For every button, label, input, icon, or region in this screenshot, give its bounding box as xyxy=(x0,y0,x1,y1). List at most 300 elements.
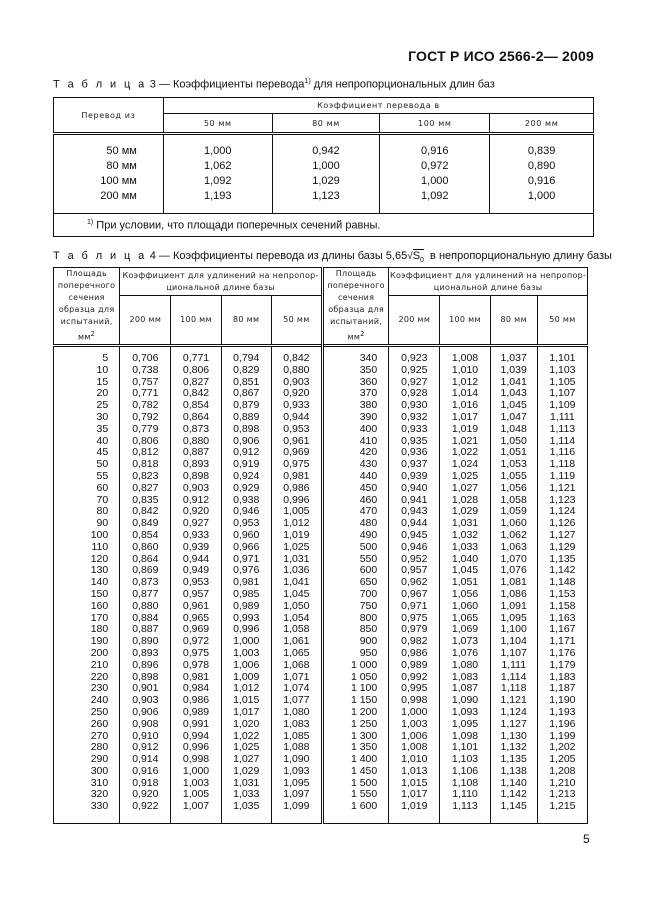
table4-cell-coefficient: 1,099 xyxy=(271,801,322,823)
table4-cell-coefficient: 0,782 xyxy=(120,400,171,412)
table4-cell-area: 950 xyxy=(322,648,388,660)
table4-cell-coefficient: 1,045 xyxy=(440,565,490,577)
table4-cell-coefficient: 0,998 xyxy=(389,695,440,707)
table4-cell-coefficient: 1,017 xyxy=(221,707,271,719)
table4-cell-coefficient: 1,090 xyxy=(440,695,490,707)
table4-cell-coefficient: 0,922 xyxy=(120,801,171,823)
table4-cell-area: 320 xyxy=(54,789,120,801)
table4-cell-coefficient: 1,003 xyxy=(221,648,271,660)
table4-cell-coefficient: 0,969 xyxy=(171,624,221,636)
table4-cell-coefficient: 1,171 xyxy=(537,636,587,648)
table4-cell-coefficient: 0,933 xyxy=(389,424,440,436)
table4-cell-coefficient: 1,058 xyxy=(271,624,322,636)
table4-cell-coefficient: 0,812 xyxy=(120,447,171,459)
table4-cell-coefficient: 1,070 xyxy=(490,554,537,566)
table4-cell-coefficient: 1,097 xyxy=(271,789,322,801)
table4-cell-coefficient: 0,914 xyxy=(120,754,171,766)
table4-cell-coefficient: 1,100 xyxy=(490,624,537,636)
table4-row xyxy=(54,766,588,778)
table4-cell-coefficient: 1,047 xyxy=(490,412,537,424)
table4-cell-coefficient: 1,098 xyxy=(440,731,490,743)
table4-cell-area: 200 xyxy=(54,648,120,660)
table4-cell-coefficient: 0,952 xyxy=(389,554,440,566)
table4-cell-area: 80 xyxy=(54,506,120,518)
table4-row xyxy=(54,542,588,554)
table4-cell-coefficient: 1,071 xyxy=(271,672,322,684)
table4-cell-coefficient: 0,994 xyxy=(171,731,221,743)
table4-cell-coefficient: 1,101 xyxy=(440,742,490,754)
table4-cell-area: 60 xyxy=(54,483,120,495)
table3-cell-value: 1,029 xyxy=(272,173,380,188)
table4-cell-area: 10 xyxy=(54,365,120,377)
table4-cell-coefficient: 0,971 xyxy=(389,601,440,613)
table4-cell-area: 480 xyxy=(322,518,388,530)
table4-cell-coefficient: 0,962 xyxy=(389,577,440,589)
table4-cell-coefficient: 0,792 xyxy=(120,412,171,424)
table3-caption-prefix: Т а б л и ц а xyxy=(53,78,147,91)
table4-cell-area: 70 xyxy=(54,495,120,507)
table3-caption-num: 3 — Коэффициенты перевода xyxy=(149,78,305,91)
table4-row xyxy=(54,424,588,436)
table4-cell-coefficient: 1,135 xyxy=(537,554,587,566)
table4-cell-coefficient: 1,040 xyxy=(440,554,490,566)
table4-cell-coefficient: 1,167 xyxy=(537,624,587,636)
table4-cell-coefficient: 1,006 xyxy=(221,660,271,672)
table4-cell-coefficient: 0,978 xyxy=(171,660,221,672)
table4-cell-coefficient: 1,048 xyxy=(490,424,537,436)
table4-row xyxy=(54,707,588,719)
table4-cell-coefficient: 1,118 xyxy=(490,683,537,695)
table4-cell-coefficient: 0,932 xyxy=(389,412,440,424)
table4-cell-coefficient: 1,031 xyxy=(221,778,271,790)
table4-cell-coefficient: 1,110 xyxy=(440,789,490,801)
table4-cell-coefficient: 0,880 xyxy=(271,365,322,377)
table4-cell-coefficient: 0,757 xyxy=(120,377,171,389)
table4-cell-coefficient: 0,995 xyxy=(389,683,440,695)
table4-cell-area: 1 500 xyxy=(322,778,388,790)
table4-cell-coefficient: 1,119 xyxy=(537,471,587,483)
radicand-s: S xyxy=(412,250,421,262)
table4-cell-coefficient: 0,889 xyxy=(221,412,271,424)
table4-cell-area: 20 xyxy=(54,388,120,400)
table4-cell-coefficient: 0,912 xyxy=(171,495,221,507)
table4-cell-coefficient: 1,210 xyxy=(537,778,587,790)
table4-cell-area: 470 xyxy=(322,506,388,518)
table4-cell-area: 850 xyxy=(322,624,388,636)
table4-cell-area: 290 xyxy=(54,754,120,766)
table3-header-group: Коэффициент перевода в xyxy=(163,98,593,114)
table4-cell-area: 150 xyxy=(54,589,120,601)
table4-cell-coefficient: 0,912 xyxy=(120,742,171,754)
table4-cell-coefficient: 0,903 xyxy=(271,377,322,389)
table4-cell-coefficient: 1,025 xyxy=(271,542,322,554)
table4-cell-area: 230 xyxy=(54,683,120,695)
table4-cell-coefficient: 0,933 xyxy=(171,530,221,542)
table4-cell-area: 430 xyxy=(322,459,388,471)
table4-cell-area: 1 600 xyxy=(322,801,388,823)
table4-cell-area: 420 xyxy=(322,447,388,459)
table4-header-col: 100 мм xyxy=(171,296,221,346)
table4-cell-area: 1 550 xyxy=(322,789,388,801)
table4-row xyxy=(54,589,588,601)
table4-cell-coefficient: 1,012 xyxy=(440,377,490,389)
table4-cell-area: 280 xyxy=(54,742,120,754)
table4-cell-coefficient: 1,088 xyxy=(271,742,322,754)
table4-cell-coefficient: 1,085 xyxy=(271,731,322,743)
table4-cell-coefficient: 0,975 xyxy=(271,459,322,471)
table4-cell-coefficient: 0,706 xyxy=(120,347,171,365)
table4-cell-coefficient: 1,135 xyxy=(490,754,537,766)
table4-cell-coefficient: 1,083 xyxy=(271,719,322,731)
table4-cell-coefficient: 1,104 xyxy=(490,636,537,648)
table4-cell-coefficient: 1,022 xyxy=(221,731,271,743)
table4-cell-coefficient: 1,087 xyxy=(440,683,490,695)
table3-header-col: 50 мм xyxy=(163,114,272,134)
table4-cell-area: 40 xyxy=(54,436,120,448)
table4-cell-coefficient: 0,989 xyxy=(389,660,440,672)
table4-cell-coefficient: 0,823 xyxy=(120,471,171,483)
table4-cell-coefficient: 1,033 xyxy=(440,542,490,554)
table4-cell-coefficient: 1,028 xyxy=(440,495,490,507)
table4-row xyxy=(54,471,588,483)
table4-cell-coefficient: 1,060 xyxy=(440,601,490,613)
table4-cell-coefficient: 0,827 xyxy=(120,483,171,495)
table4-cell-coefficient: 1,032 xyxy=(440,530,490,542)
table4-cell-coefficient: 0,835 xyxy=(120,495,171,507)
table3-cell-value: 1,092 xyxy=(163,173,272,188)
table4-cell-coefficient: 0,985 xyxy=(221,589,271,601)
table4-cell-area: 25 xyxy=(54,400,120,412)
table4-caption-rest: в непропорциональную длину базы xyxy=(423,250,612,262)
table4-cell-coefficient: 0,898 xyxy=(171,471,221,483)
table3-header-from: Перевод из xyxy=(54,98,164,134)
table4-cell-coefficient: 1,124 xyxy=(537,506,587,518)
table4-cell-coefficient: 0,896 xyxy=(120,660,171,672)
table4-cell-coefficient: 0,938 xyxy=(221,495,271,507)
document-id-header: ГОСТ Р ИСО 2566-2— 2009 xyxy=(408,48,594,64)
table4-cell-coefficient: 0,993 xyxy=(221,613,271,625)
table4-caption-prefix: Т а б л и ц а xyxy=(53,250,147,262)
table4-cell-coefficient: 0,982 xyxy=(389,636,440,648)
table4-cell-coefficient: 1,008 xyxy=(389,742,440,754)
table4-cell-coefficient: 1,014 xyxy=(440,388,490,400)
table4-cell-area: 1 400 xyxy=(322,754,388,766)
table4-cell-area: 55 xyxy=(54,471,120,483)
table4-cell-coefficient: 0,941 xyxy=(389,495,440,507)
table4-cell-coefficient: 0,991 xyxy=(171,719,221,731)
table4-cell-area: 300 xyxy=(54,766,120,778)
table4-cell-coefficient: 1,103 xyxy=(537,365,587,377)
table4-cell-area: 440 xyxy=(322,471,388,483)
table4-cell-coefficient: 1,199 xyxy=(537,731,587,743)
table4-cell-coefficient: 0,953 xyxy=(171,577,221,589)
table4-cell-coefficient: 1,101 xyxy=(537,347,587,365)
table4-cell-coefficient: 0,890 xyxy=(120,636,171,648)
table3-cell-from: 50 мм xyxy=(54,135,164,158)
table4-cell-coefficient: 1,019 xyxy=(440,424,490,436)
sqrt-radicand xyxy=(412,249,424,265)
table4-cell-coefficient: 1,022 xyxy=(440,447,490,459)
table4-cell-coefficient: 0,939 xyxy=(389,471,440,483)
table4-cell-coefficient: 1,127 xyxy=(490,719,537,731)
table4-cell-coefficient: 0,794 xyxy=(221,347,271,365)
table4-cell-area: 330 xyxy=(54,801,120,823)
table4-cell-area: 390 xyxy=(322,412,388,424)
table3-cell-value: 0,916 xyxy=(380,135,490,158)
table4-cell-coefficient: 0,925 xyxy=(389,365,440,377)
table4-cell-area: 900 xyxy=(322,636,388,648)
table4-cell-coefficient: 0,957 xyxy=(171,589,221,601)
table4-cell-coefficient: 1,126 xyxy=(537,518,587,530)
table4-cell-coefficient: 0,806 xyxy=(171,365,221,377)
table3-header-col: 200 мм xyxy=(490,114,594,134)
table4-cell-area: 340 xyxy=(322,347,388,365)
table4-cell-coefficient: 1,015 xyxy=(221,695,271,707)
table4-cell-coefficient: 0,971 xyxy=(221,554,271,566)
table4-cell-coefficient: 1,142 xyxy=(490,789,537,801)
table4-cell-coefficient: 1,019 xyxy=(271,530,322,542)
table4-header-area-left xyxy=(54,268,120,346)
table3-cell-value: 1,193 xyxy=(163,188,272,214)
table4-cell-coefficient: 0,901 xyxy=(120,683,171,695)
table4-cell-coefficient: 1,109 xyxy=(537,400,587,412)
table4-cell-coefficient: 1,140 xyxy=(490,778,537,790)
table4-cell-coefficient: 0,920 xyxy=(271,388,322,400)
table4-cell-coefficient: 1,113 xyxy=(537,424,587,436)
table4-cell-area: 160 xyxy=(54,601,120,613)
table4-cell-coefficient: 1,187 xyxy=(537,683,587,695)
table4-cell-area: 180 xyxy=(54,624,120,636)
table4-cell-coefficient: 0,961 xyxy=(271,436,322,448)
header-area-sup: 2 xyxy=(90,330,96,339)
table4-cell-coefficient: 1,076 xyxy=(490,565,537,577)
table4-cell-coefficient: 1,025 xyxy=(440,471,490,483)
table4-cell-coefficient: 1,068 xyxy=(271,660,322,672)
table4-cell-coefficient: 1,065 xyxy=(440,613,490,625)
table4-cell-coefficient: 1,095 xyxy=(440,719,490,731)
table4-cell-coefficient: 1,000 xyxy=(389,707,440,719)
table4-cell-coefficient: 1,065 xyxy=(271,648,322,660)
table4-cell-coefficient: 0,928 xyxy=(389,388,440,400)
table4-cell-coefficient: 0,960 xyxy=(221,530,271,542)
table4-cell-coefficient: 0,966 xyxy=(221,542,271,554)
table4-cell-coefficient: 1,037 xyxy=(490,347,537,365)
table4-cell-coefficient: 0,961 xyxy=(171,601,221,613)
table4-cell-area: 410 xyxy=(322,436,388,448)
table4-cell-area: 250 xyxy=(54,707,120,719)
table4-cell-coefficient: 0,946 xyxy=(389,542,440,554)
table4-cell-coefficient: 0,771 xyxy=(120,388,171,400)
table4-row xyxy=(54,801,588,823)
table3-cell-value: 1,000 xyxy=(163,135,272,158)
table3-cell-value: 0,839 xyxy=(490,135,594,158)
table4-cell-coefficient: 0,879 xyxy=(221,400,271,412)
table4-cell-area: 750 xyxy=(322,601,388,613)
table4-cell-coefficient: 0,880 xyxy=(120,601,171,613)
table4-cell-coefficient: 0,930 xyxy=(389,400,440,412)
table4-cell-coefficient: 0,827 xyxy=(171,377,221,389)
table4-cell-area: 120 xyxy=(54,554,120,566)
table4-cell-area: 15 xyxy=(54,377,120,389)
table4-cell-coefficient: 1,005 xyxy=(271,506,322,518)
table4-cell-area: 490 xyxy=(322,530,388,542)
table4-cell-area: 460 xyxy=(322,495,388,507)
table4-cell-area: 50 xyxy=(54,459,120,471)
table4-cell-coefficient: 0,996 xyxy=(271,495,322,507)
table4-cell-coefficient: 1,007 xyxy=(171,801,221,823)
table4-cell-area: 240 xyxy=(54,695,120,707)
table4-cell-coefficient: 0,923 xyxy=(389,347,440,365)
table4-cell-coefficient: 0,937 xyxy=(389,459,440,471)
table4-cell-coefficient: 1,113 xyxy=(440,801,490,823)
table3-cell-value: 0,972 xyxy=(380,158,490,173)
table4-cell-area: 90 xyxy=(54,518,120,530)
table4-row xyxy=(54,660,588,672)
table4-cell-coefficient: 1,033 xyxy=(221,789,271,801)
table4-cell-coefficient: 1,050 xyxy=(271,601,322,613)
table4-cell-coefficient: 1,148 xyxy=(537,577,587,589)
table4-cell-coefficient: 1,142 xyxy=(537,565,587,577)
sqrt-symbol: √ xyxy=(407,251,413,262)
table4-cell-coefficient: 0,953 xyxy=(221,518,271,530)
table4-cell-coefficient: 1,024 xyxy=(440,459,490,471)
table4-cell-coefficient: 1,006 xyxy=(389,731,440,743)
table4-cell-coefficient: 0,854 xyxy=(171,400,221,412)
table4-cell-area: 1 200 xyxy=(322,707,388,719)
table3-cell-value: 1,123 xyxy=(272,188,380,214)
table4-cell-coefficient: 1,008 xyxy=(440,347,490,365)
table4-cell-coefficient: 0,864 xyxy=(120,554,171,566)
table4-cell-coefficient: 0,984 xyxy=(171,683,221,695)
table4-caption xyxy=(53,250,612,264)
table4-cell-coefficient: 1,003 xyxy=(171,778,221,790)
table4-cell-coefficient: 0,967 xyxy=(389,589,440,601)
table3-row xyxy=(54,135,594,158)
table4-cell-area: 110 xyxy=(54,542,120,554)
table4-cell-area: 370 xyxy=(322,388,388,400)
table4-cell-coefficient: 1,009 xyxy=(221,672,271,684)
table4-cell-area: 1 300 xyxy=(322,731,388,743)
table4-cell-coefficient: 0,981 xyxy=(221,577,271,589)
table4-cell-coefficient: 1,027 xyxy=(221,754,271,766)
table4-row xyxy=(54,601,588,613)
table4-cell-coefficient: 1,179 xyxy=(537,660,587,672)
table4-cell-coefficient: 1,053 xyxy=(490,459,537,471)
table4-cell-coefficient: 1,055 xyxy=(490,471,537,483)
table4-cell-coefficient: 0,927 xyxy=(171,518,221,530)
table4-cell-coefficient: 0,953 xyxy=(271,424,322,436)
table4-cell-area: 400 xyxy=(322,424,388,436)
table4-cell-coefficient: 1,116 xyxy=(537,447,587,459)
radicand-sub: 0 xyxy=(420,257,424,265)
table4-cell-coefficient: 1,205 xyxy=(537,754,587,766)
table4-cell-area: 170 xyxy=(54,613,120,625)
table4-cell-coefficient: 1,163 xyxy=(537,613,587,625)
table4-cell-coefficient: 1,050 xyxy=(490,436,537,448)
table4-cell-coefficient: 0,887 xyxy=(171,447,221,459)
table4-cell-coefficient: 1,158 xyxy=(537,601,587,613)
table4-cell-area: 800 xyxy=(322,613,388,625)
table4-cell-coefficient: 0,898 xyxy=(221,424,271,436)
table4-cell-area: 700 xyxy=(322,589,388,601)
table4-cell-coefficient: 1,035 xyxy=(221,801,271,823)
table3-caption-footnote-ref: 1) xyxy=(304,78,311,85)
table3-caption-rest: для непропорциональных длин баз xyxy=(310,78,495,91)
header-area-text: Площадь поперечного сечения образца для испытаний, мм xyxy=(57,269,116,342)
header-area-text: Площадь поперечного сечения образца для испытаний, мм xyxy=(327,269,385,342)
table4-cell-coefficient: 1,107 xyxy=(490,648,537,660)
table4-cell-coefficient: 1,090 xyxy=(271,754,322,766)
table4-cell-area: 130 xyxy=(54,565,120,577)
table4-cell-coefficient: 0,976 xyxy=(221,565,271,577)
table3-cell-from: 200 мм xyxy=(54,188,164,214)
table4-caption-num: 4 — Коэффициенты перевода из длины базы 5,65 xyxy=(149,250,408,262)
table4-cell-coefficient: 0,829 xyxy=(221,365,271,377)
table4-cell-coefficient: 1,081 xyxy=(490,577,537,589)
table4-cell-coefficient: 0,989 xyxy=(171,707,221,719)
table4-header-col: 100 мм xyxy=(440,296,490,346)
table4-cell-coefficient: 1,000 xyxy=(221,636,271,648)
table4-cell-area: 140 xyxy=(54,577,120,589)
table3-cell-value: 1,000 xyxy=(490,188,594,214)
table4-cell-coefficient: 1,129 xyxy=(537,542,587,554)
table4-cell-coefficient: 1,183 xyxy=(537,672,587,684)
table4-cell-coefficient: 0,981 xyxy=(271,471,322,483)
table3-caption xyxy=(53,78,495,91)
table4-cell-coefficient: 0,989 xyxy=(221,601,271,613)
table4-cell-coefficient: 1,051 xyxy=(440,577,490,589)
table4-cell-coefficient: 1,213 xyxy=(537,789,587,801)
table4-cell-coefficient: 1,019 xyxy=(389,801,440,823)
table4-cell-coefficient: 0,933 xyxy=(271,400,322,412)
table4-cell-area: 450 xyxy=(322,483,388,495)
table4-row xyxy=(54,365,588,377)
table4-cell-coefficient: 1,208 xyxy=(537,766,587,778)
table4-cell-coefficient: 1,196 xyxy=(537,719,587,731)
table4-cell-coefficient: 0,873 xyxy=(171,424,221,436)
table4-cell-coefficient: 1,021 xyxy=(440,436,490,448)
table4-cell-coefficient: 0,986 xyxy=(171,695,221,707)
table4-cell-coefficient: 1,095 xyxy=(271,778,322,790)
table4-cell-coefficient: 1,080 xyxy=(440,660,490,672)
table4-cell-coefficient: 0,880 xyxy=(171,436,221,448)
table4-cell-area: 1 150 xyxy=(322,695,388,707)
table4-cell-coefficient: 0,903 xyxy=(171,483,221,495)
footnote-text: При условии, что площади поперечных сечений равны. xyxy=(93,219,381,232)
table4-cell-coefficient: 0,887 xyxy=(120,624,171,636)
table4-cell-coefficient: 1,106 xyxy=(440,766,490,778)
table4-cell-area: 30 xyxy=(54,412,120,424)
table3-header-col: 100 мм xyxy=(380,114,490,134)
table4-cell-coefficient: 1,041 xyxy=(490,377,537,389)
table4-cell-coefficient: 0,996 xyxy=(171,742,221,754)
table4-cell-coefficient: 1,132 xyxy=(490,742,537,754)
table3-cell-value: 1,092 xyxy=(380,188,490,214)
table4-cell-coefficient: 0,873 xyxy=(120,577,171,589)
table4-cell-coefficient: 1,107 xyxy=(537,388,587,400)
table4-cell-coefficient: 0,906 xyxy=(221,436,271,448)
table4-cell-coefficient: 0,869 xyxy=(120,565,171,577)
table4-cell-coefficient: 0,992 xyxy=(389,672,440,684)
table4-cell-area: 1 000 xyxy=(322,660,388,672)
table4-cell-coefficient: 0,920 xyxy=(120,789,171,801)
table4-cell-area: 360 xyxy=(322,377,388,389)
table4-cell-coefficient: 0,818 xyxy=(120,459,171,471)
table4-cell-coefficient: 0,916 xyxy=(120,766,171,778)
table4-cell-coefficient: 1,095 xyxy=(490,613,537,625)
table4-cell-area: 350 xyxy=(322,365,388,377)
table4-cell-coefficient: 0,969 xyxy=(271,447,322,459)
